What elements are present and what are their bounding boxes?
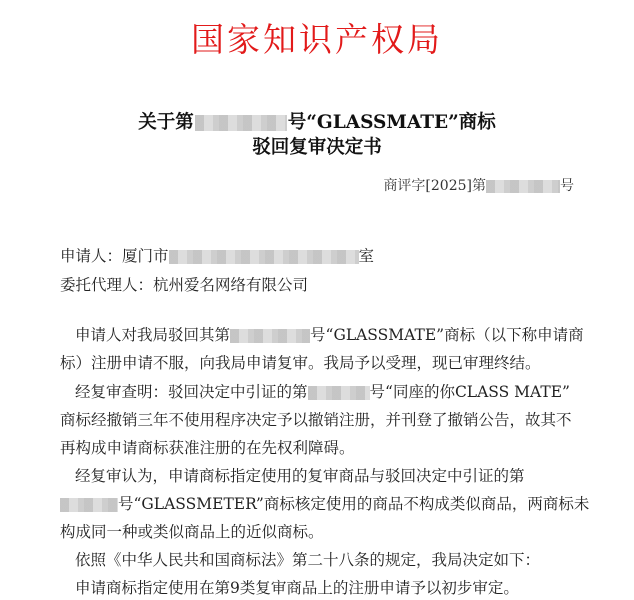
decision-title-line-2: 驳回复审决定书 [252, 137, 382, 158]
p1-prefix: 申请人对我局驳回其第 [75, 326, 231, 344]
paragraph-1-line-1 [75, 323, 595, 345]
paragraph-1-line-2: 标）注册申请不服，向我局申请复审。我局予以受理，现已审理终结。 [60, 354, 541, 372]
redacted-cited-number [60, 498, 118, 512]
redacted-cited-number [308, 386, 370, 400]
paragraph-2-line-1 [75, 380, 595, 402]
agency-header: 国家知识产权局 [191, 20, 443, 59]
paragraph-5: 申请商标指定使用在第9类复审商品上的注册申请予以初步审定。 [75, 579, 519, 597]
p3-suffix: 号“GLASSMETER”商标核定使用的商品不构成类似商品，两商标未 [118, 495, 590, 513]
applicant-prefix: 申请人：厦门市 [60, 247, 169, 265]
p1-suffix: 号“GLASSMATE”商标（以下称申请商 [310, 326, 584, 344]
document-number [383, 175, 574, 195]
title-suffix: 号“GLASSMATE”商标 [287, 112, 496, 133]
paragraph-3-line-2 [60, 492, 590, 514]
paragraph-2-line-3: 再构成申请商标获准注册的在先权利障碍。 [60, 439, 355, 457]
paragraph-3-line-1: 经复审认为，申请商标指定使用的复审商品与驳回决定中引证的第 [75, 467, 525, 485]
p2-prefix: 经复审查明：驳回决定中引证的第 [75, 383, 308, 401]
agent-line: 委托代理人：杭州爱名网络有限公司 [60, 276, 309, 294]
applicant-line [60, 244, 580, 266]
decision-title-line-1 [0, 108, 634, 134]
paragraph-2-line-2: 商标经撤销三年不使用程序决定予以撤销注册，并刊登了撤销公告，故其不 [60, 411, 572, 429]
p2-suffix: 号“同座的你CLASS MATE” [369, 383, 570, 401]
redacted-application-number [230, 329, 310, 343]
title-prefix: 关于第 [138, 112, 194, 133]
redacted-address [169, 250, 359, 264]
redacted-application-number [195, 115, 287, 131]
doc-number-prefix: 商评字[2025]第 [383, 178, 486, 194]
paragraph-3-line-3: 构成同一种或类似商品上的近似商标。 [60, 523, 324, 541]
applicant-suffix: 室 [358, 247, 375, 265]
paragraph-4: 依照《中华人民共和国商标法》第二十八条的规定，我局决定如下： [75, 551, 541, 569]
doc-number-suffix: 号 [560, 178, 574, 194]
redacted-doc-number [486, 180, 560, 193]
